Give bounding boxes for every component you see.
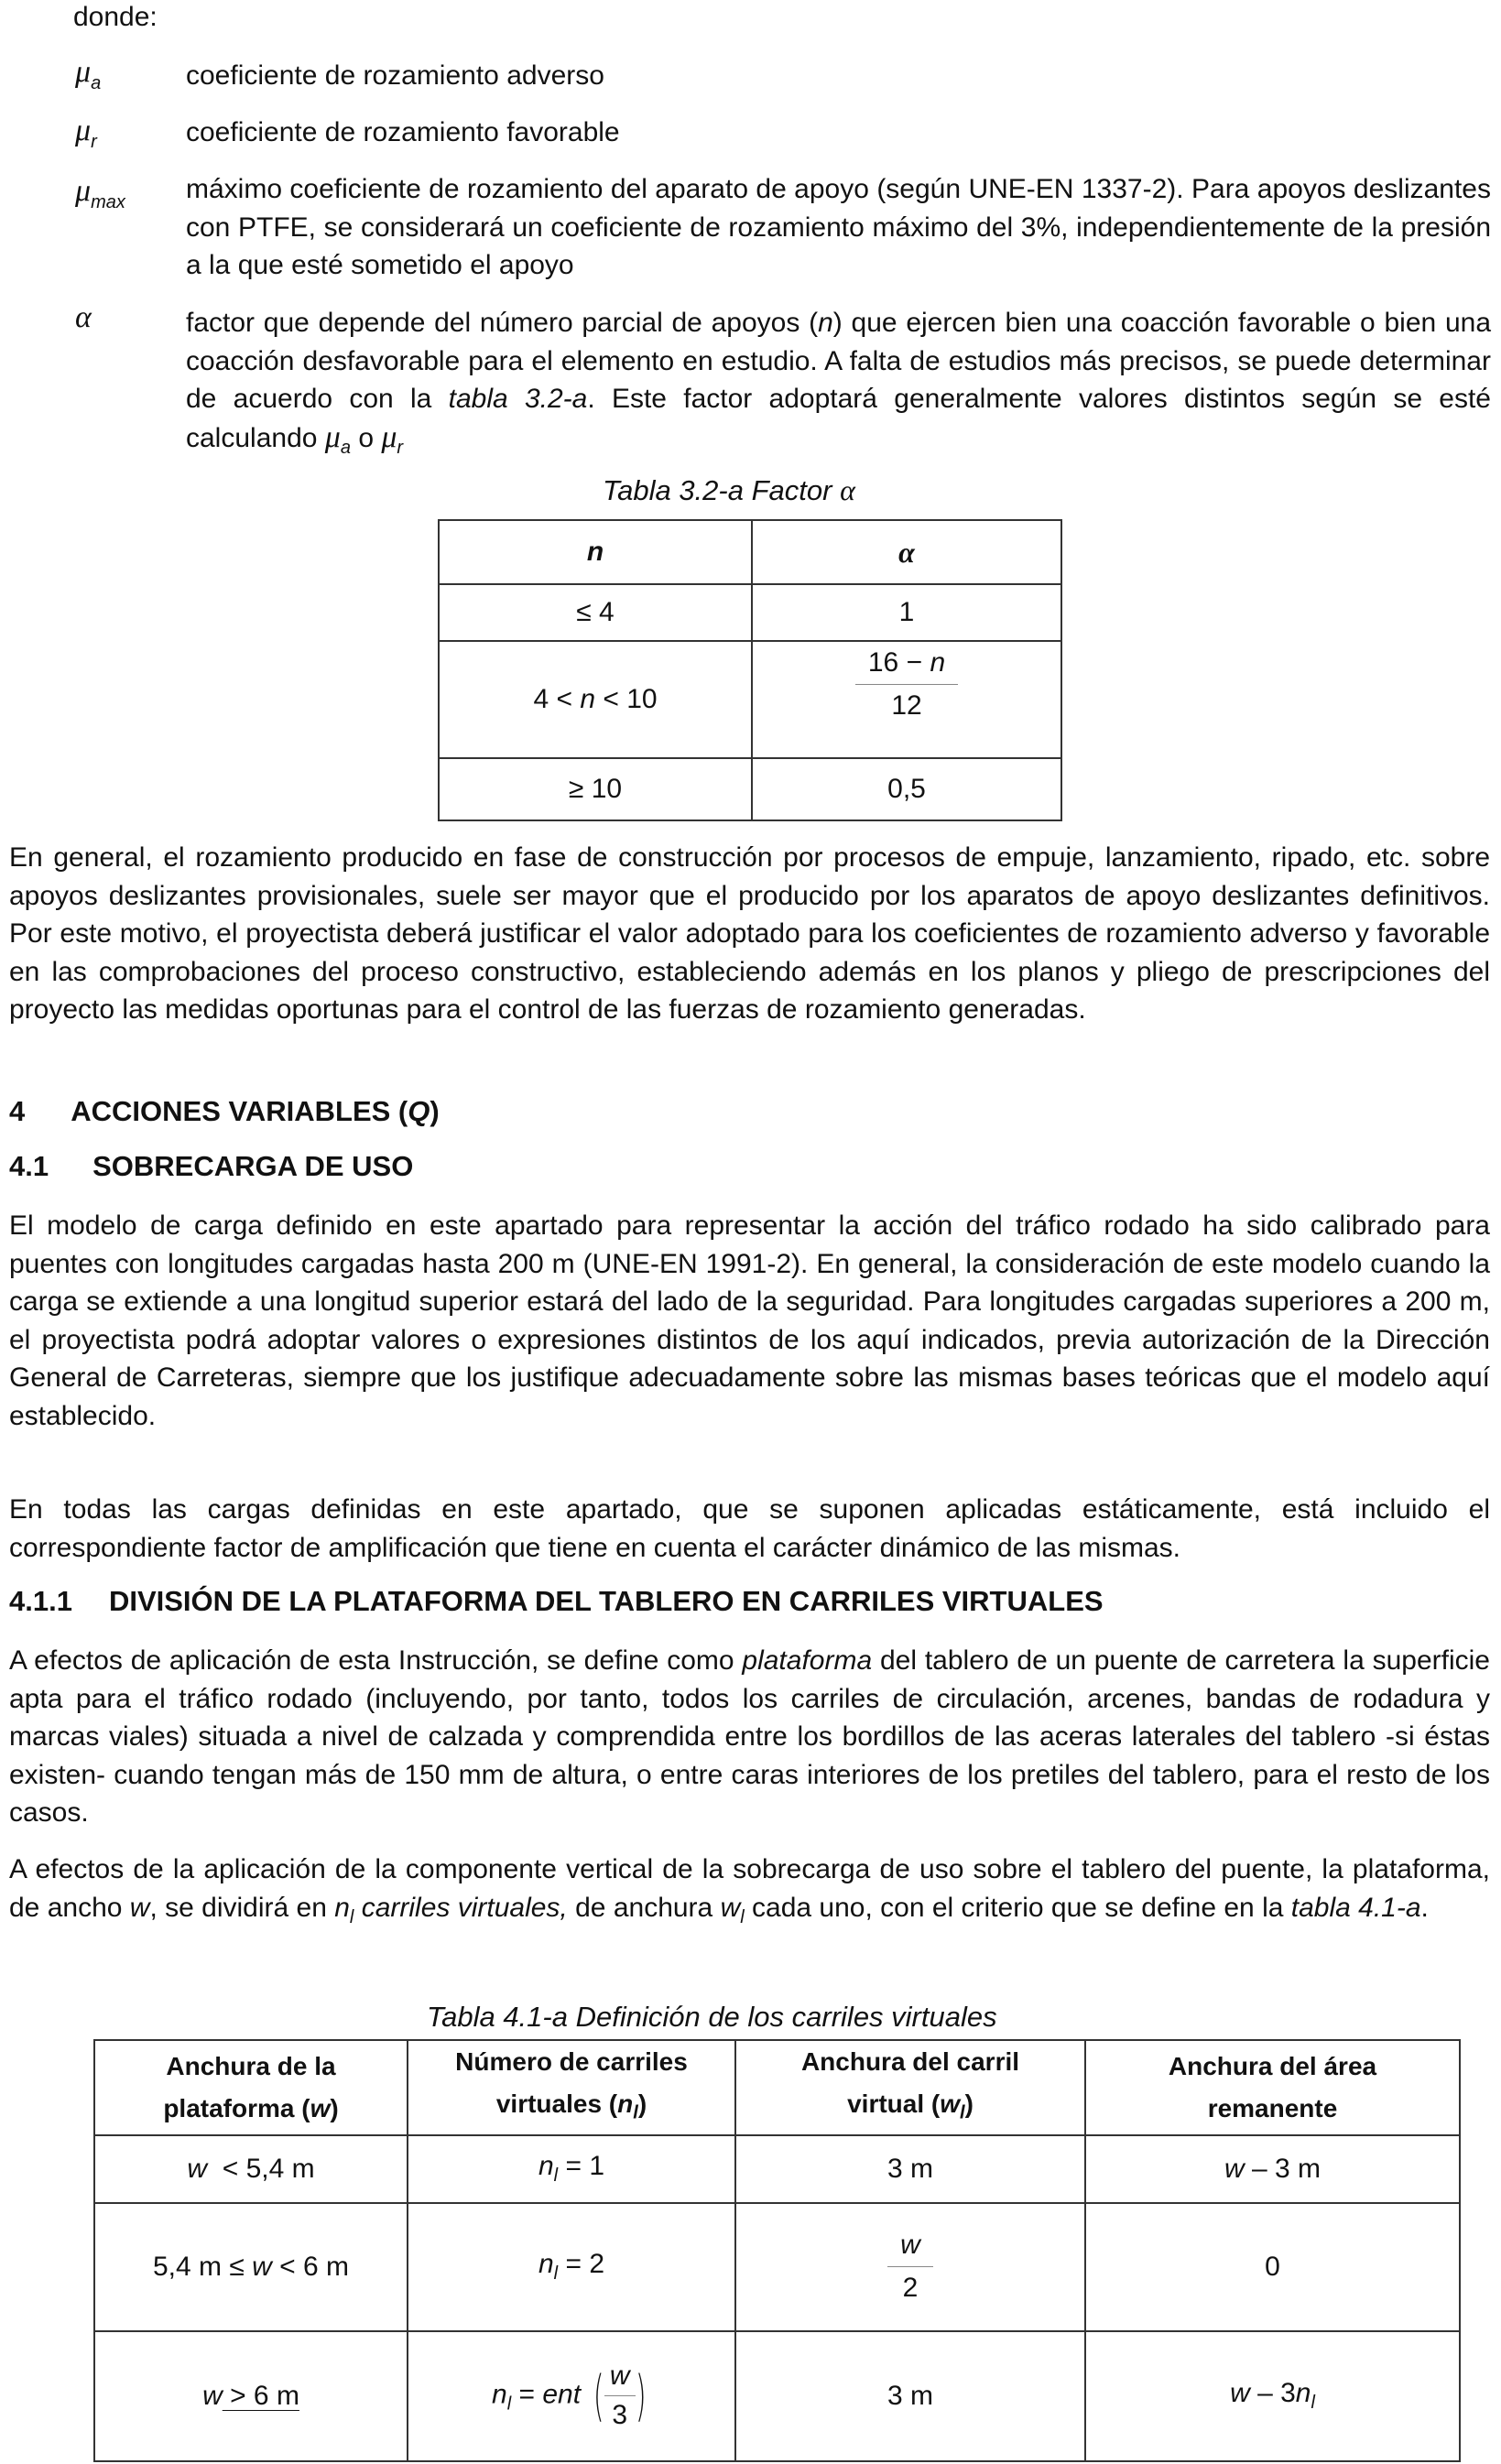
paragraph-rozamiento-construccion: En general, el rozamiento producido en fase de construcción por procesos de empuje, lanzamiento, ripado, etc. sobre apoyos deslizantes provisionales, suele ser mayor que el producido por los aparatos de apoyo deslizantes definitivos. Por este motivo, el proyectista deberá justificar el valor adoptado para los coeficientes de rozamiento adverso y favorable en las comprobaciones del proceso constructivo, estableciendo además en los planos y pliego de prescripciones del proyecto las medidas oportunas para el control de las fuerzas de rozamiento generadas. [9,842,1490,1025]
header-n: n [439,520,752,584]
intro-text: donde: [73,2,158,32]
table-carriles-virtuales [93,2039,1461,2462]
cell-nl: $n_l = 2$ [408,2203,735,2331]
cell-wl: 3 m [735,2331,1085,2461]
heading-section-4: 4 ACCIONES VARIABLES (Q) [9,1095,440,1127]
table-row [439,758,1061,820]
symbol-mu-a: $\mu_a$ [75,55,102,93]
cell-remanente: w – $3n_l$ [1085,2331,1460,2461]
header-anchura-remanente: Anchura del área remanente [1085,2040,1460,2135]
symbol-alpha: α [75,300,92,334]
header-anchura-carril: Anchura del carril virtual $(w_l)$ [735,2040,1085,2135]
definition-mu-r: coeficiente de rozamiento favorable [186,117,620,147]
paragraph-cargas-definidas: En todas las cargas definidas en este apartado, que se suponen aplicadas estáticamente, está incluido el correspondiente factor de amplificación que tiene en cuenta el carácter dinámico de las mismas. [9,1494,1490,1563]
cell-n: 4 < n < 10 [439,641,752,758]
cell-w: w > 6 m [94,2331,408,2461]
right-paren: ) [635,2363,647,2428]
cell-n: ≥ 10 [439,758,752,820]
cell-alpha: 0,5 [752,758,1061,820]
paragraph-modelo-carga: El modelo de carga definido en este apartado para representar la acción del tráfico rodado ha sido calibrado para puentes con longitudes cargadas hasta 200 m (UNE-EN 1991-2). En general, la consideración de este modelo cuando la carga se extiende a una longitud superior estará del lado de la seguridad. Para longitudes cargadas superiores a 200 m, el proyectista podrá adoptar valores o expresiones distintos de los aquí indicados, previa autorización de la Dirección General de Carreteras, siempre que los justifique adecuadamente sobre las mismas bases teóricas que el modelo aquí establecido. [9,1210,1490,1431]
header-anchura-plataforma: Anchura de la plataforma (w) [94,2040,408,2135]
table1-caption: Tabla 3.2-a Factor α [603,473,855,506]
cell-w: w < 5,4 m [94,2135,408,2203]
heading-section-4-1: 4.1 SOBRECARGA DE USO [9,1150,414,1182]
paragraph-carriles-virtuales: A efectos de la aplicación de la componente vertical de la sobrecarga de uso sobre el tablero del puente, la plataforma, de ancho w, se dividirá en $n_l$ carriles virtuales, de anchura $w_l$ cada uno, con el criterio que se define en la tabla 4.1-a. [9,1854,1490,1927]
table-header-row [439,520,1061,584]
cell-alpha: 1 [752,584,1061,641]
cell-wl: 3 m [735,2135,1085,2203]
symbol-mu-r: $\mu_r$ [75,114,97,152]
definition-alpha: factor que depende del número parcial de apoyos (n) que ejercen bien una coacción favorable o bien una coacción desfavorable para el elemento en estudio. A falta de estudios más precisos, se puede determinar de acuerdo con la tabla 3.2-a. Este factor adoptará generalmente valores distintos según se esté calculando $\mu_a$ o $\mu_r$ [186,308,1492,458]
left-paren: ( [593,2363,605,2428]
table-factor-alpha [438,519,1062,821]
table-row [94,2135,1460,2203]
fraction: $\frac{16 - n}{12}$ [855,647,958,722]
table-row [94,2203,1460,2331]
paragraph-plataforma: A efectos de aplicación de esta Instrucción, se define como plataforma del tablero de un puente de carretera la superficie apta para el tráfico rodado (incluyendo, por tanto, todos los carriles de circulación, arcenes, bandas de rodadura y marcas viales) situada a nivel de calzada y comprendida entre los bordillos de las aceras laterales del tablero -si éstas existen- cuando tengan más de 150 mm de altura, o entre caras interiores de los pretiles del tablero, para el resto de los casos. [9,1645,1490,1828]
table-row [439,641,1061,758]
fraction: $\frac{w}{2}$ [887,2230,933,2304]
cell-nl-formula: $n_l$ = ent ( $\frac{w}{3}$ ) [408,2331,735,2461]
table2-caption: Tabla 4.1-a Definición de los carriles virtuales [427,2001,997,2033]
table-row [439,584,1061,641]
cell-n: ≤ 4 [439,584,752,641]
cell-alpha-fraction [752,641,1061,758]
cell-wl-fraction [735,2203,1085,2331]
fraction: $\frac{w}{3}$ [604,2361,636,2431]
table-header-row [94,2040,1460,2135]
table-row [94,2331,1460,2461]
cell-remanente: 0 [1085,2203,1460,2331]
symbol-mu-max: $\mu_{max}$ [75,174,125,212]
heading-section-4-1-1: 4.1.1 DIVISIÓN DE LA PLATAFORMA DEL TABLERO EN CARRILES VIRTUALES [9,1585,1104,1617]
definition-mu-max: máximo coeficiente de rozamiento del aparato de apoyo (según UNE-EN 1337-2). Para apoyos deslizantes con PTFE, se considerará un coeficiente de rozamiento máximo del 3%, independientemente de la presión a la que esté sometido el apoyo [186,174,1491,280]
cell-nl: $n_l = 1$ [408,2135,735,2203]
cell-w: 5,4 m ≤ w < 6 m [94,2203,408,2331]
definition-mu-a: coeficiente de rozamiento adverso [186,60,604,91]
header-alpha: α [752,520,1061,584]
header-numero-carriles: Número de carriles virtuales $(n_l)$ [408,2040,735,2135]
cell-remanente: w – 3 m [1085,2135,1460,2203]
